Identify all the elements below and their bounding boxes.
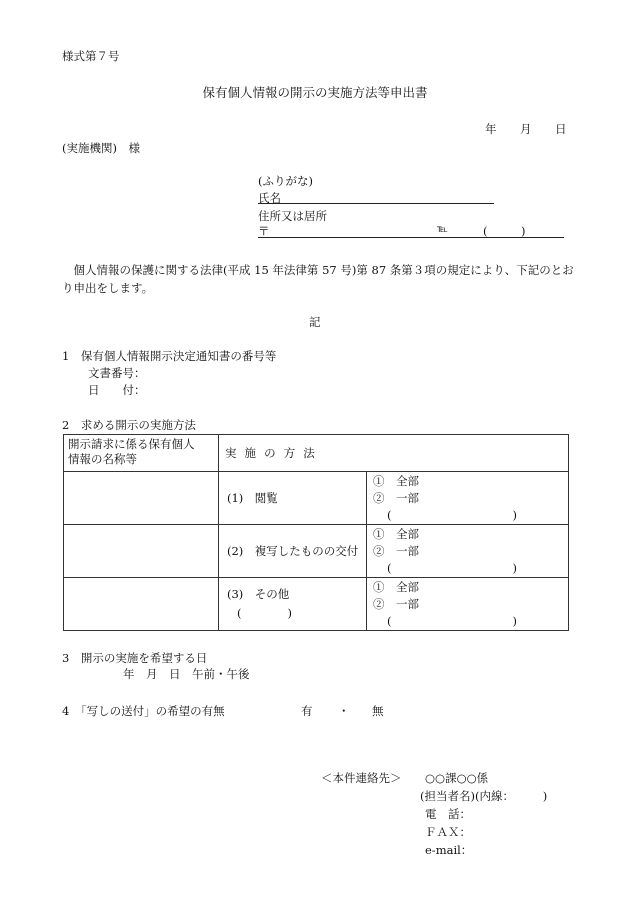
- info-name-header-line2: 情報の名称等: [68, 451, 137, 466]
- info-name-header-line1: 開示請求に係る保有個人: [68, 437, 195, 451]
- part-detail-field[interactable]: ( ): [387, 614, 517, 628]
- furigana-label: (ふりがな): [258, 174, 313, 188]
- option-all[interactable]: ① 全部: [373, 474, 419, 488]
- section3-heading: 3 開示の実施を希望する日: [62, 651, 208, 665]
- year-label: 年: [485, 122, 497, 136]
- postal-mark: 〒: [258, 224, 270, 238]
- option-cell: [367, 472, 569, 525]
- contact-fax: ＦＡＸ：: [425, 825, 471, 839]
- section1-heading: 1 保有個人情報開示決定通知書の番号等: [62, 349, 277, 363]
- info-name-cell[interactable]: [64, 578, 219, 631]
- section2-heading: 2 求める開示の実施方法: [62, 418, 196, 432]
- method-label: (3) その他: [227, 587, 290, 602]
- method-label: (2) 複写したものの交付: [227, 543, 359, 558]
- table-header-row: [64, 435, 569, 472]
- intro-text-line2: り申出をします。: [62, 281, 154, 295]
- info-name-cell[interactable]: [64, 525, 219, 578]
- document-title: 保有個人情報の開示の実施方法等申出書: [202, 85, 428, 100]
- part-detail-field[interactable]: ( ): [387, 508, 517, 522]
- other-detail-field[interactable]: ( ): [237, 606, 292, 620]
- form-number: 様式第７号: [62, 49, 120, 63]
- method-cell: [219, 525, 367, 578]
- name-underline: [258, 203, 494, 204]
- table-row: [64, 525, 569, 578]
- month-label: 月: [520, 122, 532, 136]
- name-label: 氏名: [258, 191, 281, 205]
- table-row: [64, 578, 569, 631]
- contact-person: (担当者名)(内線： ): [420, 789, 548, 803]
- addressee: (実施機関) 様: [62, 141, 140, 155]
- option-yes[interactable]: 有: [301, 704, 313, 718]
- part-detail-field[interactable]: ( ): [387, 561, 517, 575]
- method-cell: [219, 472, 367, 525]
- option-cell: [367, 525, 569, 578]
- contact-phone: 電 話：: [425, 807, 471, 821]
- section4-heading: 4 「写しの送付」の希望の有無: [62, 704, 225, 718]
- contact-email: e-mail：: [425, 843, 473, 857]
- option-part[interactable]: ② 一部: [373, 544, 419, 558]
- preferred-date-line[interactable]: 年 月 日 午前・午後: [123, 667, 250, 681]
- table-row: [64, 472, 569, 525]
- tel-paren-open: (: [483, 224, 488, 238]
- day-label: 日: [555, 122, 567, 136]
- separator-dot: ・: [338, 704, 350, 718]
- option-cell: [367, 578, 569, 631]
- option-part[interactable]: ② 一部: [373, 597, 419, 611]
- option-all[interactable]: ① 全部: [373, 527, 419, 541]
- address-label: 住所又は居所: [258, 209, 327, 223]
- method-cell: [219, 578, 367, 631]
- intro-text-line1: 個人情報の保護に関する法律(平成 15 年法律第 57 号)第 87 条第３項の規定により、下記のとお: [62, 263, 574, 277]
- tel-label: ℡: [437, 224, 448, 235]
- option-all[interactable]: ① 全部: [373, 580, 419, 594]
- info-name-header: [64, 435, 219, 472]
- doc-number-label: 文書番号：: [88, 366, 146, 380]
- contact-label: ＜本件連絡先＞: [321, 771, 402, 785]
- tel-paren-close: ): [521, 224, 526, 238]
- address-underline: [258, 237, 564, 238]
- ki-heading: 記: [309, 315, 321, 329]
- method-label: (1) 閲覧: [227, 490, 278, 505]
- notice-date-label: 日 付：: [88, 383, 146, 397]
- disclosure-method-table: [63, 434, 569, 631]
- method-header: 実施の方法: [219, 435, 569, 472]
- info-name-cell[interactable]: [64, 472, 219, 525]
- option-part[interactable]: ② 一部: [373, 491, 419, 505]
- option-no[interactable]: 無: [372, 704, 384, 718]
- contact-dept: ○○課○○係: [425, 771, 489, 785]
